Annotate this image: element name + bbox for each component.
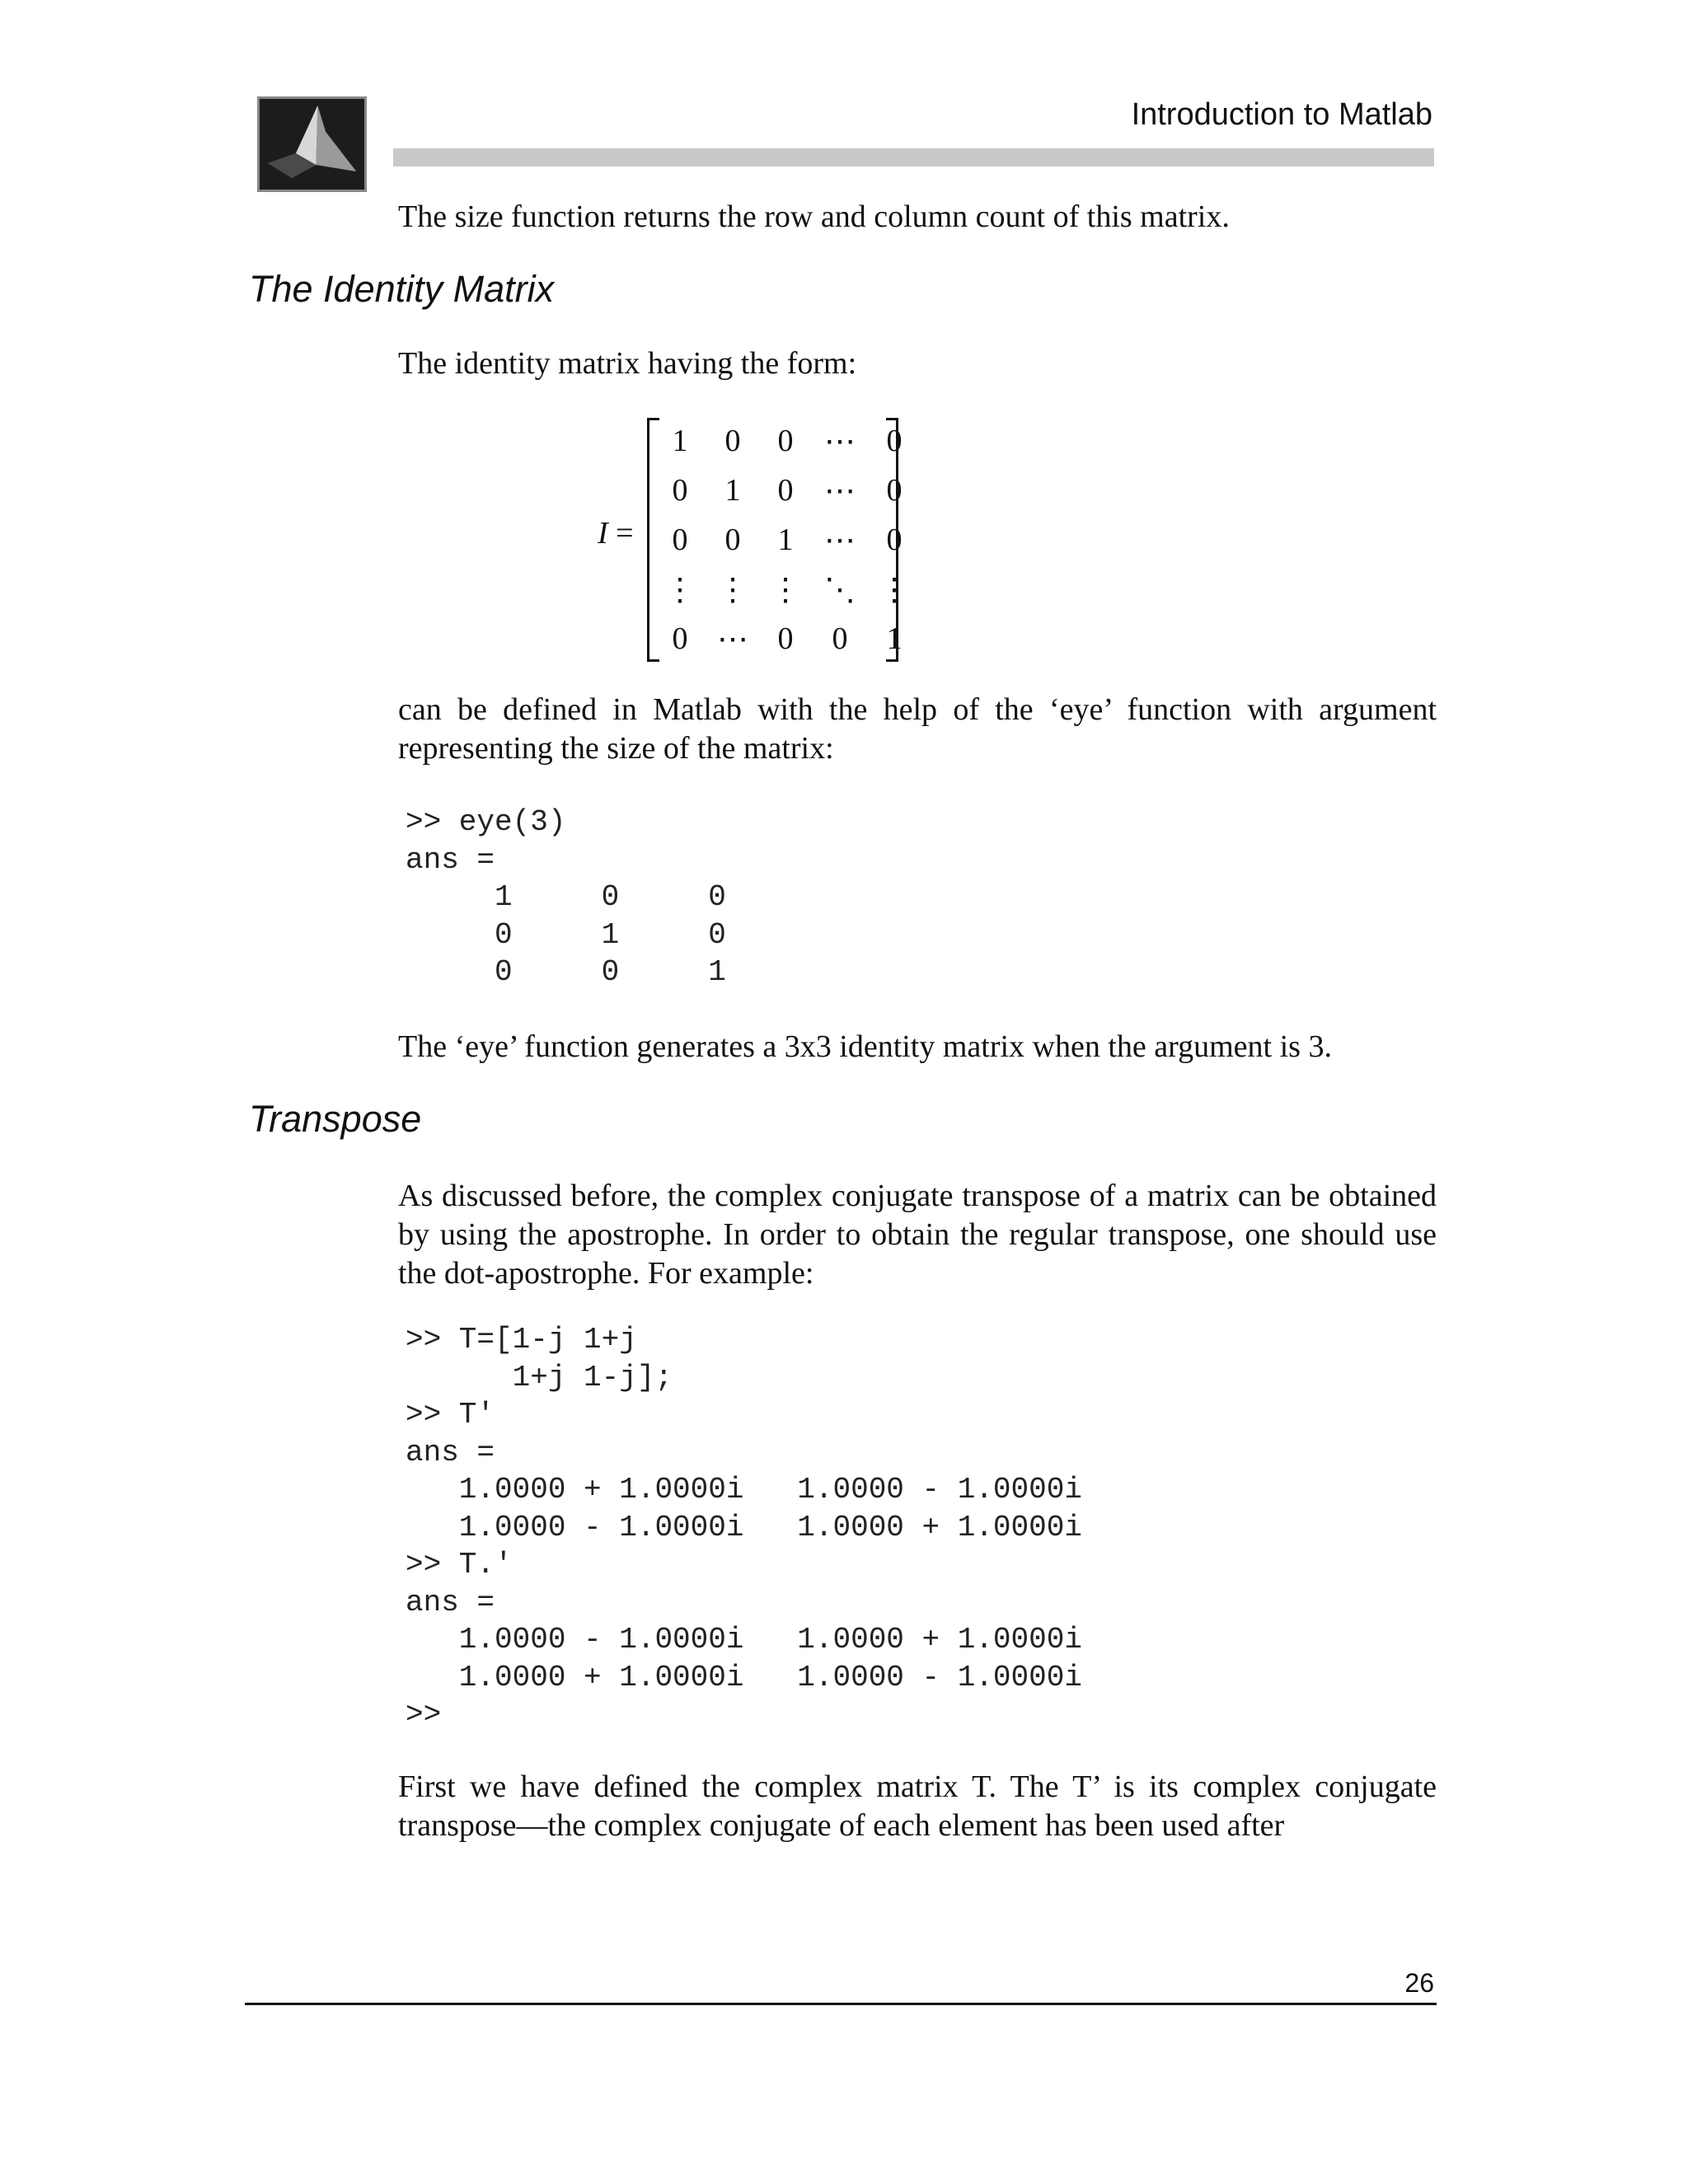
matrix-cell: ⋯ [824, 473, 856, 509]
equation-equals: = [607, 516, 634, 551]
header-title: Introduction to Matlab [1131, 97, 1432, 132]
page-number: 26 [1404, 1968, 1434, 1998]
matrix-cell: ⋮ [879, 572, 910, 607]
matlab-logo-icon [257, 96, 367, 192]
matrix-cell: ⋯ [824, 523, 856, 558]
transpose-description-paragraph: As discussed before, the complex conjugate transpose of a matrix can be obtained by using the apostrophe. In order to obtain the regular transpose, one should use the dot-apostrophe. For example: [398, 1179, 1437, 1291]
matrix-cell: 0 [724, 424, 741, 458]
matrix-cell: 1 [886, 621, 903, 656]
equation-symbol: I [598, 516, 608, 551]
matrix-cell: 0 [672, 621, 688, 656]
equation-lhs [598, 515, 634, 551]
matrix-cell: 0 [832, 621, 848, 656]
eye-description-paragraph: can be defined in Matlab with the help of the ‘eye’ function with argument representing the size of the matrix: [398, 692, 1437, 766]
matrix-cell: ⋮ [770, 572, 801, 607]
matrix-cell: ⋮ [717, 572, 748, 607]
heading-transpose: Transpose [249, 1098, 422, 1140]
matrix-cell: 0 [724, 523, 741, 557]
matrix-cell: ⋯ [717, 621, 748, 657]
matrix-cell: 0 [886, 473, 903, 508]
matrix-cell: 0 [777, 424, 794, 458]
heading-identity-matrix: The Identity Matrix [249, 268, 555, 310]
matrix-cell: 0 [886, 523, 903, 557]
transpose-explain-paragraph: First we have defined the complex matrix T. The T’ is its complex conjugate transpose—the complex conjugate of each element has been used after [398, 1769, 1437, 1843]
matrix-cell: 0 [672, 473, 688, 508]
eye-code-block: >> eye(3) ans = 1 0 0 0 1 0 0 0 1 [406, 805, 726, 989]
matrix-cell: ⋯ [824, 424, 856, 459]
matrix-cell: 1 [777, 523, 794, 557]
matrix-cell: 1 [672, 424, 688, 458]
eye-result-paragraph: The ‘eye’ function generates a 3x3 identity matrix when the argument is 3. [398, 1029, 1332, 1064]
matrix-grid [654, 416, 921, 663]
matrix-cell: ⋱ [824, 572, 856, 607]
matrix-cell: 0 [777, 621, 794, 656]
footer-rule [245, 2003, 1437, 2005]
matrix-cell: 0 [672, 523, 688, 557]
matrix-cell: 1 [724, 473, 741, 508]
matrix-cell: ⋮ [664, 572, 696, 607]
matrix-cell: 0 [777, 473, 794, 508]
size-note-paragraph: The size function returns the row and column count of this matrix. [398, 199, 1230, 234]
transpose-code-block: >> T=[1-j 1+j 1+j 1-j]; >> T' ans = 1.0000 + 1.0000i 1.0000 - 1.0000i 1.0000 - 1.0000i 1.0000 + 1.0000i >> T.' ans = 1.0000 - 1.0000i 1.0000 + 1.0000i 1.0000 + 1.0000i 1.0000 - 1.0000i >> [406, 1323, 1082, 1732]
header-divider [393, 148, 1434, 166]
identity-matrix-equation [598, 416, 911, 663]
identity-intro-paragraph: The identity matrix having the form: [398, 346, 857, 381]
matrix-cell: 0 [886, 424, 903, 458]
